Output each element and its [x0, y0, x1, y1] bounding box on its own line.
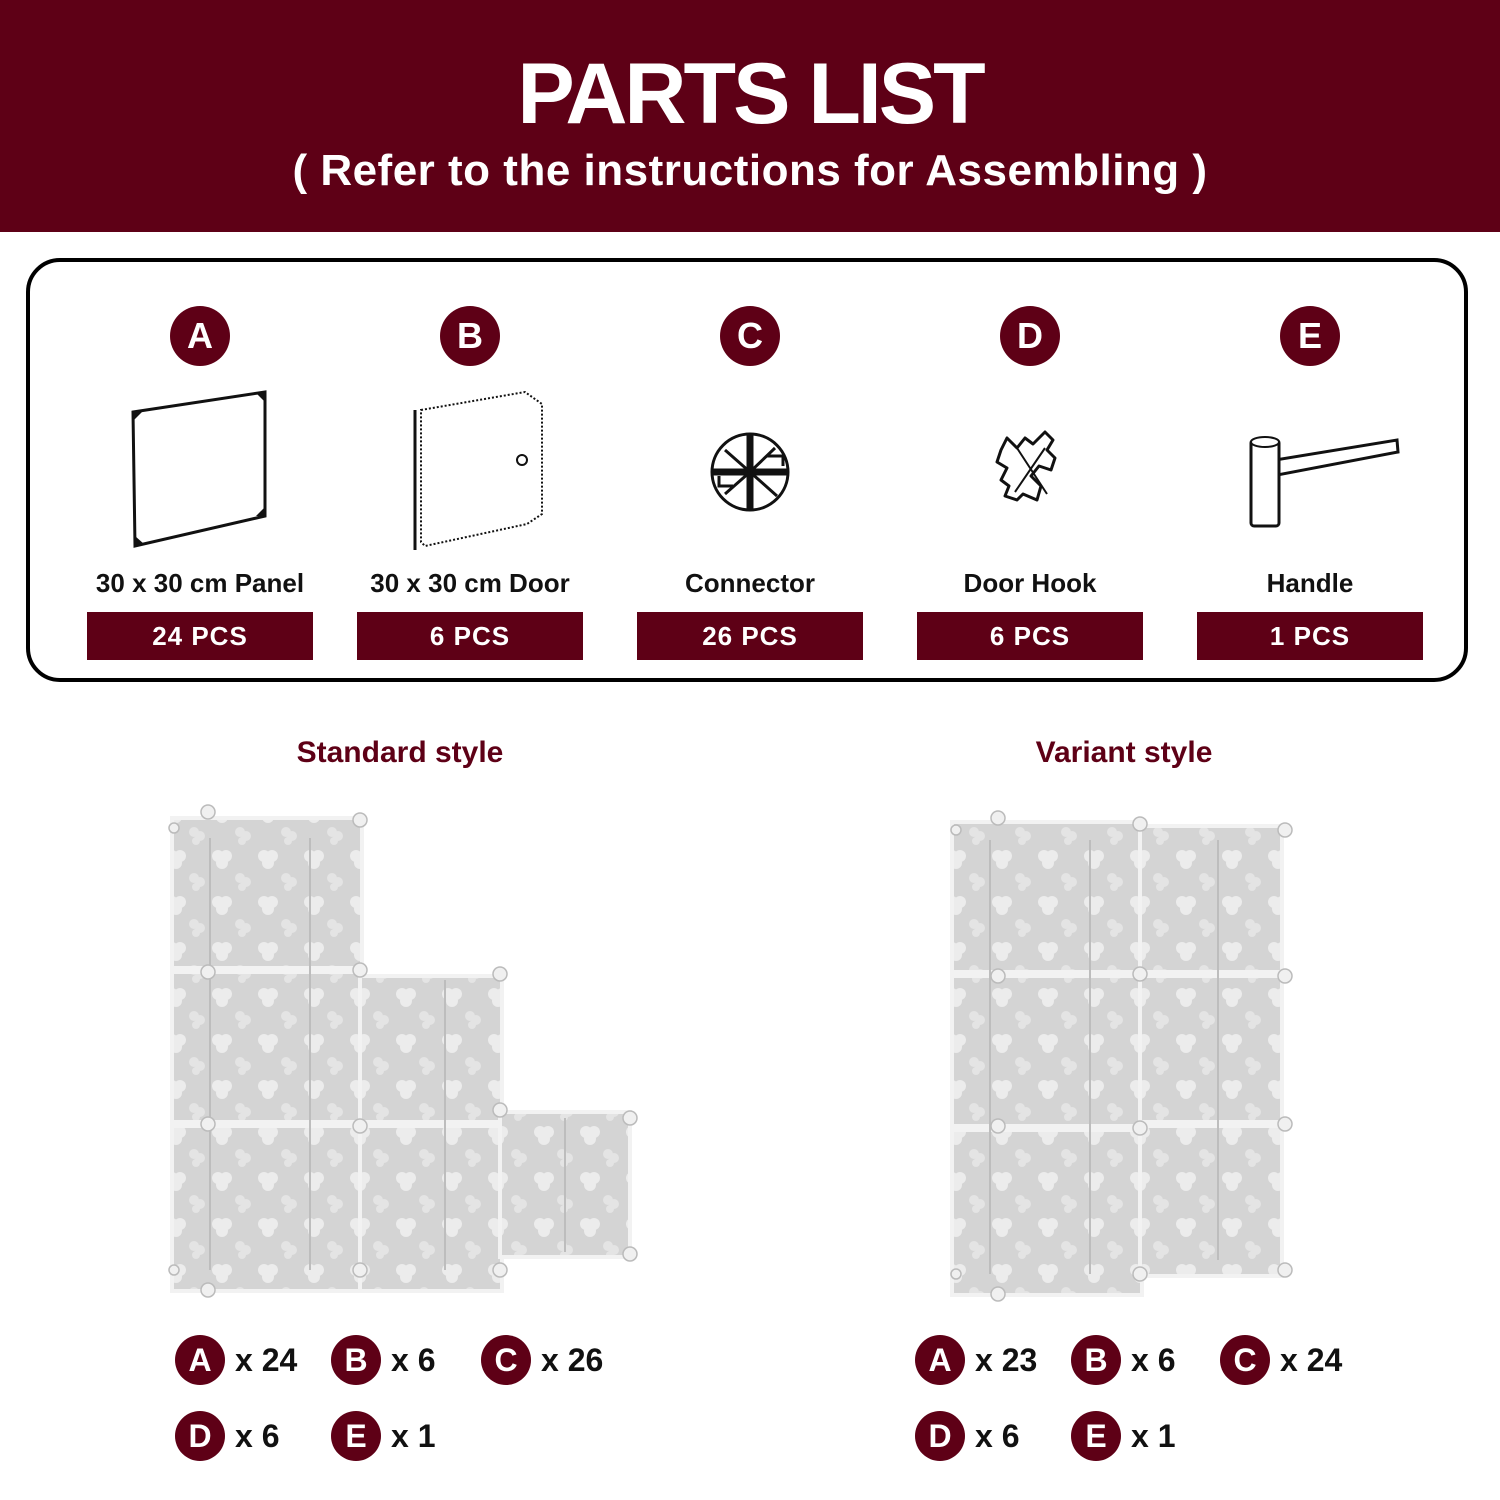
- part-e: [1190, 262, 1430, 682]
- parts-list-box: [26, 258, 1468, 682]
- part-quantity: 1 PCS: [1197, 612, 1423, 660]
- part-letter-badge: A: [170, 306, 230, 366]
- count-value: x 26: [541, 1341, 604, 1378]
- part-letter-badge: E: [1280, 306, 1340, 366]
- part-quantity: 6 PCS: [357, 612, 583, 660]
- variant-count-d: [915, 1410, 1019, 1462]
- part-quantity: 26 PCS: [637, 612, 863, 660]
- part-name: 30 x 30 cm Door: [370, 568, 570, 598]
- part-c: [630, 262, 870, 682]
- standard-count-c: [481, 1334, 603, 1386]
- part-letter-badge: D: [1000, 306, 1060, 366]
- page-subtitle: ( Refer to the instructions for Assembling ): [292, 146, 1208, 195]
- count-letter-badge: A: [175, 1335, 225, 1385]
- count-value: x 1: [1131, 1417, 1176, 1454]
- page-title: PARTS LIST: [517, 46, 983, 142]
- count-letter-badge: A: [915, 1335, 965, 1385]
- door-icon: [375, 382, 565, 562]
- count-letter-badge: C: [481, 1335, 531, 1385]
- count-value: x 24: [1280, 1341, 1343, 1378]
- standard-style-title: Standard style: [296, 736, 504, 769]
- standard-count-e: [331, 1410, 435, 1462]
- count-value: x 6: [235, 1417, 280, 1454]
- variant-count-b: [1071, 1334, 1175, 1386]
- standard-count-d: [175, 1410, 279, 1462]
- header-banner: [0, 0, 1500, 232]
- count-value: x 1: [391, 1417, 436, 1454]
- count-value: x 6: [975, 1417, 1020, 1454]
- variant-style-title: Variant style: [1035, 736, 1213, 769]
- connector-icon: [655, 382, 845, 562]
- part-name: Connector: [685, 568, 815, 598]
- count-letter-badge: B: [1071, 1335, 1121, 1385]
- variant-count-e: [1071, 1410, 1175, 1462]
- part-a: [80, 262, 320, 682]
- part-name: 30 x 30 cm Panel: [95, 568, 305, 598]
- part-letter-badge: B: [440, 306, 500, 366]
- standard-count-b: [331, 1334, 435, 1386]
- count-value: x 6: [391, 1341, 436, 1378]
- part-quantity: 6 PCS: [917, 612, 1143, 660]
- standard-shelf-illustration: [160, 800, 650, 1310]
- part-b: [350, 262, 590, 682]
- count-value: x 24: [235, 1341, 298, 1378]
- part-name: Handle: [1266, 568, 1354, 598]
- standard-count-a: [175, 1334, 297, 1386]
- count-value: x 23: [975, 1341, 1038, 1378]
- variant-shelf-illustration: [940, 800, 1310, 1310]
- count-letter-badge: B: [331, 1335, 381, 1385]
- variant-count-c: [1220, 1334, 1342, 1386]
- handle-icon: [1215, 382, 1405, 562]
- count-value: x 6: [1131, 1341, 1176, 1378]
- count-letter-badge: C: [1220, 1335, 1270, 1385]
- count-letter-badge: D: [915, 1411, 965, 1461]
- panel-icon: [105, 382, 295, 562]
- part-d: [910, 262, 1150, 682]
- part-quantity: 24 PCS: [87, 612, 313, 660]
- count-letter-badge: E: [331, 1411, 381, 1461]
- part-letter-badge: C: [720, 306, 780, 366]
- variant-count-a: [915, 1334, 1037, 1386]
- count-letter-badge: E: [1071, 1411, 1121, 1461]
- part-name: Door Hook: [963, 568, 1097, 598]
- count-letter-badge: D: [175, 1411, 225, 1461]
- door-hook-icon: [935, 382, 1125, 562]
